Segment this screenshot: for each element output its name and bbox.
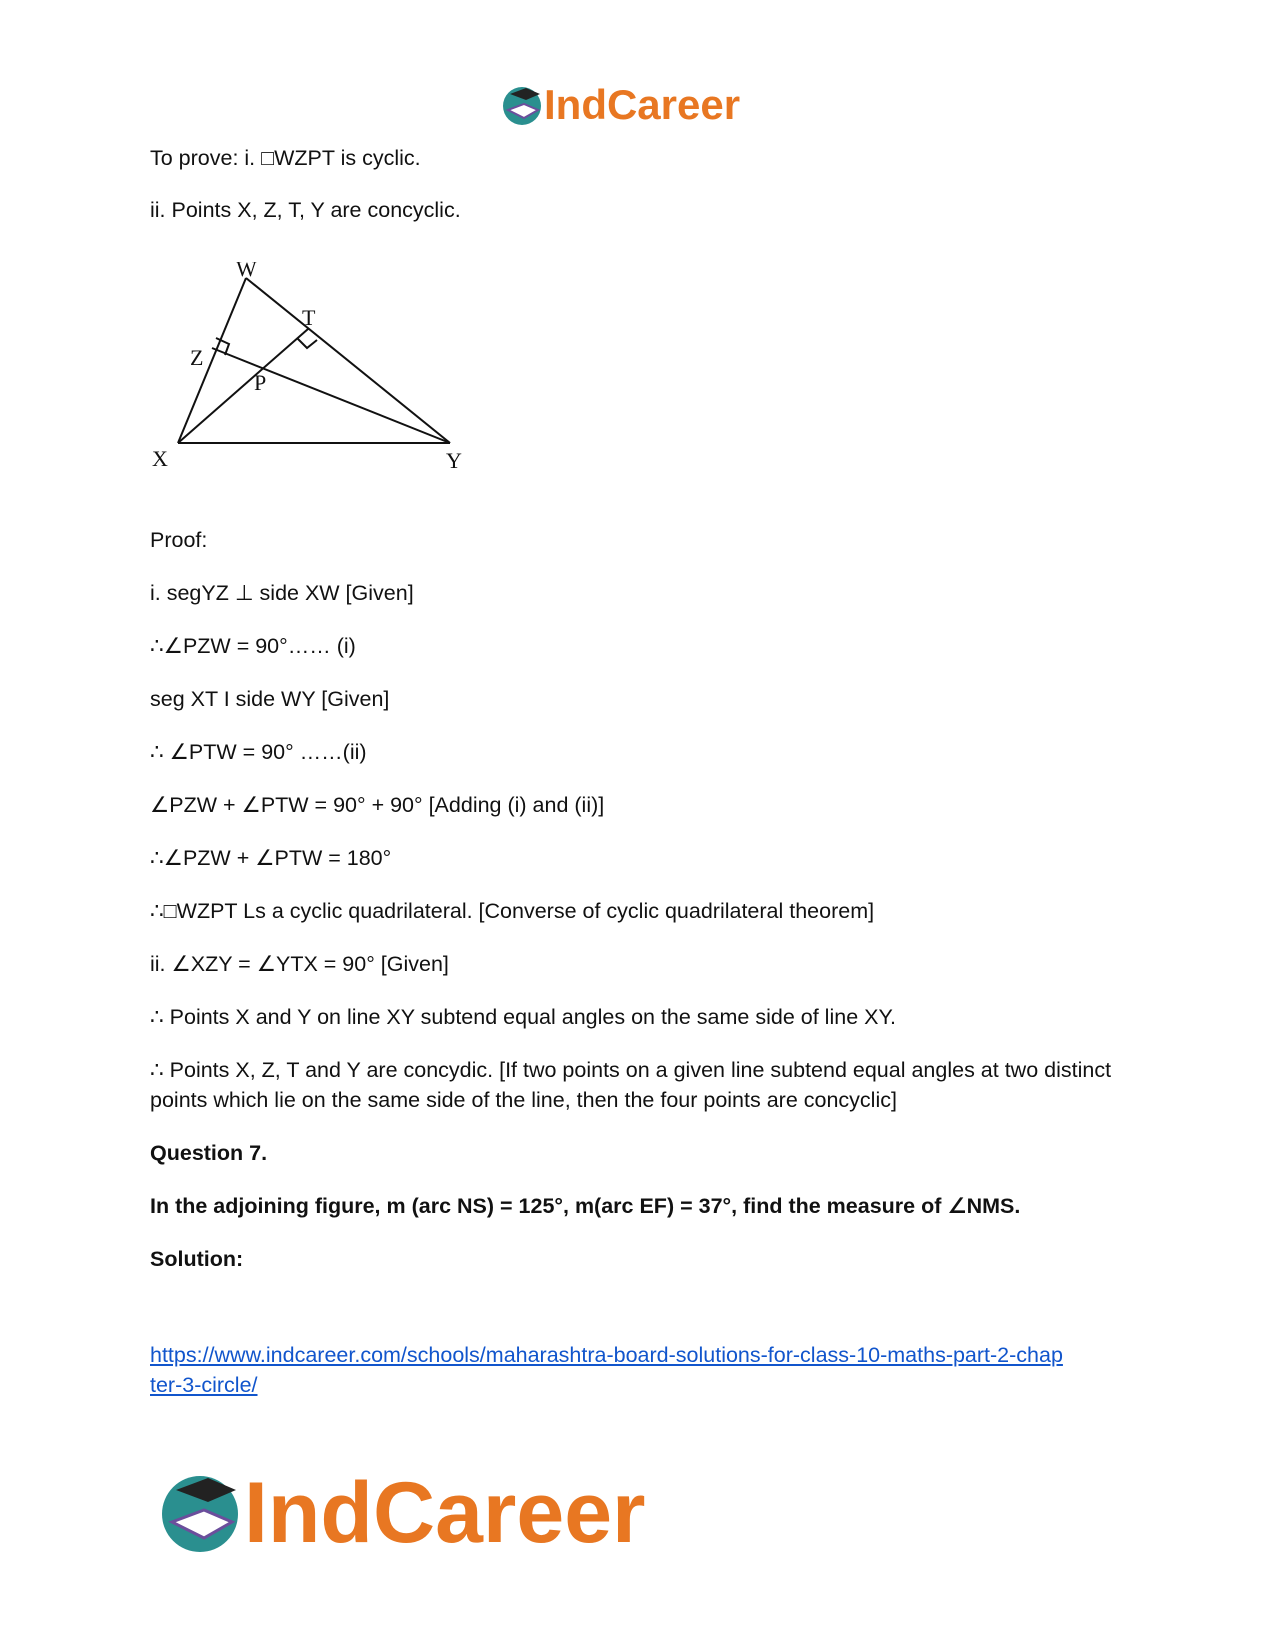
- proof-heading: Proof:: [150, 528, 208, 552]
- proof-line-10: ∴ Points X, Z, T and Y are concydic. [If two points on a given line subtend equal angles at two distinct points which lie on the same side of the line, then the four points are concyclic]: [150, 1058, 1112, 1112]
- question-text: In the adjoining figure, m (arc NS) = 125°, m(arc EF) = 37°, find the measure of ∠NMS.: [150, 1194, 1021, 1218]
- logo-wordmark: IndCareer: [244, 1465, 646, 1561]
- label-t: T: [302, 305, 316, 330]
- proof-line-3: seg XT I side WY [Given]: [150, 687, 390, 711]
- source-link-line-1[interactable]: https://www.indcareer.com/schools/maharashtra-board-solutions-for-class-10-maths-part-2-chap: [150, 1343, 1063, 1367]
- logo-wordmark: IndCareer: [544, 81, 741, 128]
- side-wy: [246, 278, 450, 443]
- label-y: Y: [446, 448, 462, 473]
- right-angle-t: [297, 338, 317, 348]
- label-w: W: [236, 262, 257, 281]
- proof-line-1: i. segYZ ⊥ side XW [Given]: [150, 581, 414, 605]
- proof-line-8: ii. ∠XZY = ∠YTX = 90° [Given]: [150, 952, 449, 976]
- label-p: P: [254, 370, 267, 395]
- proof-line-4: ∴ ∠PTW = 90° ……(ii): [150, 740, 367, 764]
- proof-line-6: ∴∠PZW + ∠PTW = 180°: [150, 846, 392, 870]
- proof-line-9: ∴ Points X and Y on line XY subtend equal angles on the same side of line XY.: [150, 1005, 897, 1029]
- to-prove-line-2: ii. Points X, Z, T, Y are concyclic.: [150, 198, 461, 222]
- proof-line-7: ∴□WZPT Ls a cyclic quadrilateral. [Converse of cyclic quadrilateral theorem]: [150, 899, 875, 923]
- solution-label: Solution:: [150, 1247, 244, 1271]
- indcareer-logo-top: [502, 80, 772, 130]
- proof-line-2: ∴∠PZW = 90°…… (i): [150, 634, 356, 658]
- side-xw: [178, 278, 246, 443]
- indcareer-logo-bottom: [160, 1462, 700, 1562]
- triangle-figure: [150, 262, 500, 502]
- to-prove-line-1: To prove: i. □WZPT is cyclic.: [150, 146, 421, 170]
- proof-line-5: ∠PZW + ∠PTW = 90° + 90° [Adding (i) and (ii)]: [150, 793, 605, 817]
- label-x: X: [152, 446, 168, 471]
- seg-yz: [212, 348, 450, 443]
- source-link-line-2[interactable]: ter-3-circle/: [150, 1373, 258, 1397]
- label-z: Z: [190, 345, 204, 370]
- question-title: Question 7.: [150, 1141, 268, 1165]
